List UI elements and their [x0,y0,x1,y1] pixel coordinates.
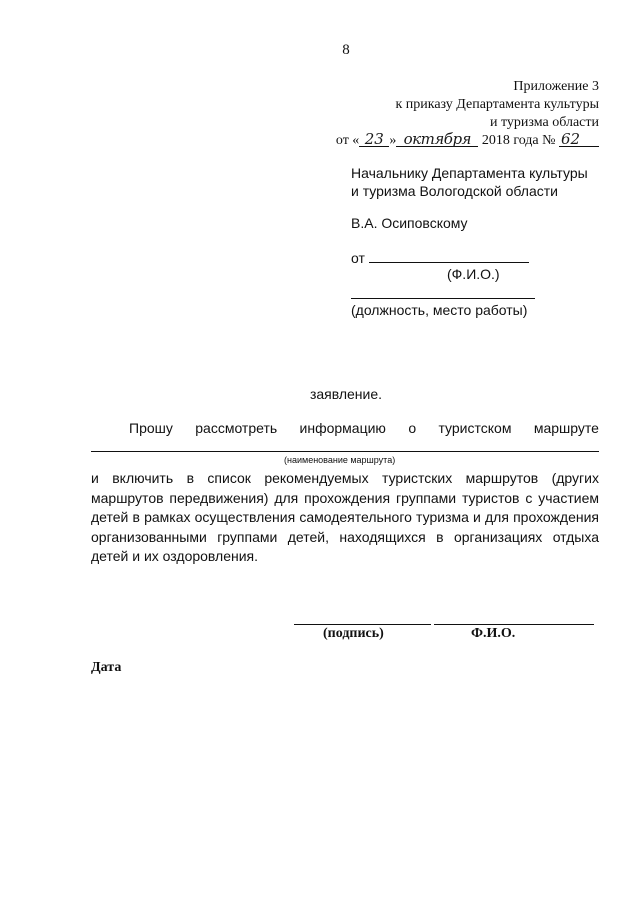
position-caption: (должность, место работы) [351,302,528,318]
position-field[interactable] [351,298,535,299]
date-prefix: от « [335,133,360,148]
from-label: от [351,250,365,266]
date-label: Дата [91,660,122,675]
document-title: заявление. [309,386,383,402]
appendix-date-line [336,132,599,150]
request-word: маршруте [533,420,599,436]
addressee-line2: и туризма Вологодской области [351,183,558,199]
appendix-header [336,78,599,150]
body-line: детей в рамках осуществления самодеятельного туризма и для прохождения [91,509,599,525]
body-line: маршрутов передвижения) для прохождения группами туристов с участием [91,489,599,506]
request-word: Прошу [129,420,173,436]
signature-fio-caption: Ф.И.О. [471,626,516,641]
request-word: информацию [299,420,386,436]
addressee-block [351,164,588,200]
addressee-name: В.А. Осиповскому [351,215,468,231]
request-body [91,469,599,567]
request-word: туристском [438,420,512,436]
appendix-title: Приложение 3 [513,79,599,94]
route-name-field[interactable] [91,451,599,452]
handwritten-order-number: 62 [559,132,599,147]
year-text: 2018 года № [481,133,556,148]
request-first-line [129,420,599,436]
page-number: 8 [342,42,350,58]
signature-fio-field[interactable] [434,624,594,625]
signature-field[interactable] [294,624,431,625]
handwritten-day: 23 [359,132,389,147]
addressee-line1: Начальнику Департамента культуры [351,165,588,181]
body-line: детей и их оздоровления. [91,548,259,564]
request-word: о [408,420,417,436]
request-word: рассмотреть [195,420,278,436]
fio-caption: (Ф.И.О.) [447,266,500,282]
handwritten-month: октября [396,132,478,147]
route-caption: (наименование маршрута) [284,455,396,465]
from-fio-field[interactable] [369,250,529,263]
appendix-order-ref: к приказу Департамента культуры [395,97,599,112]
body-line: и включить в список рекомендуемых туристских маршрутов (других [91,470,599,486]
body-line: организованными группами детей, находящихся в организациях отдыха [91,528,599,545]
from-row [351,250,529,266]
signature-caption: (подпись) [323,626,384,641]
quote-close: » [389,133,397,148]
appendix-department: и туризма области [489,115,599,130]
